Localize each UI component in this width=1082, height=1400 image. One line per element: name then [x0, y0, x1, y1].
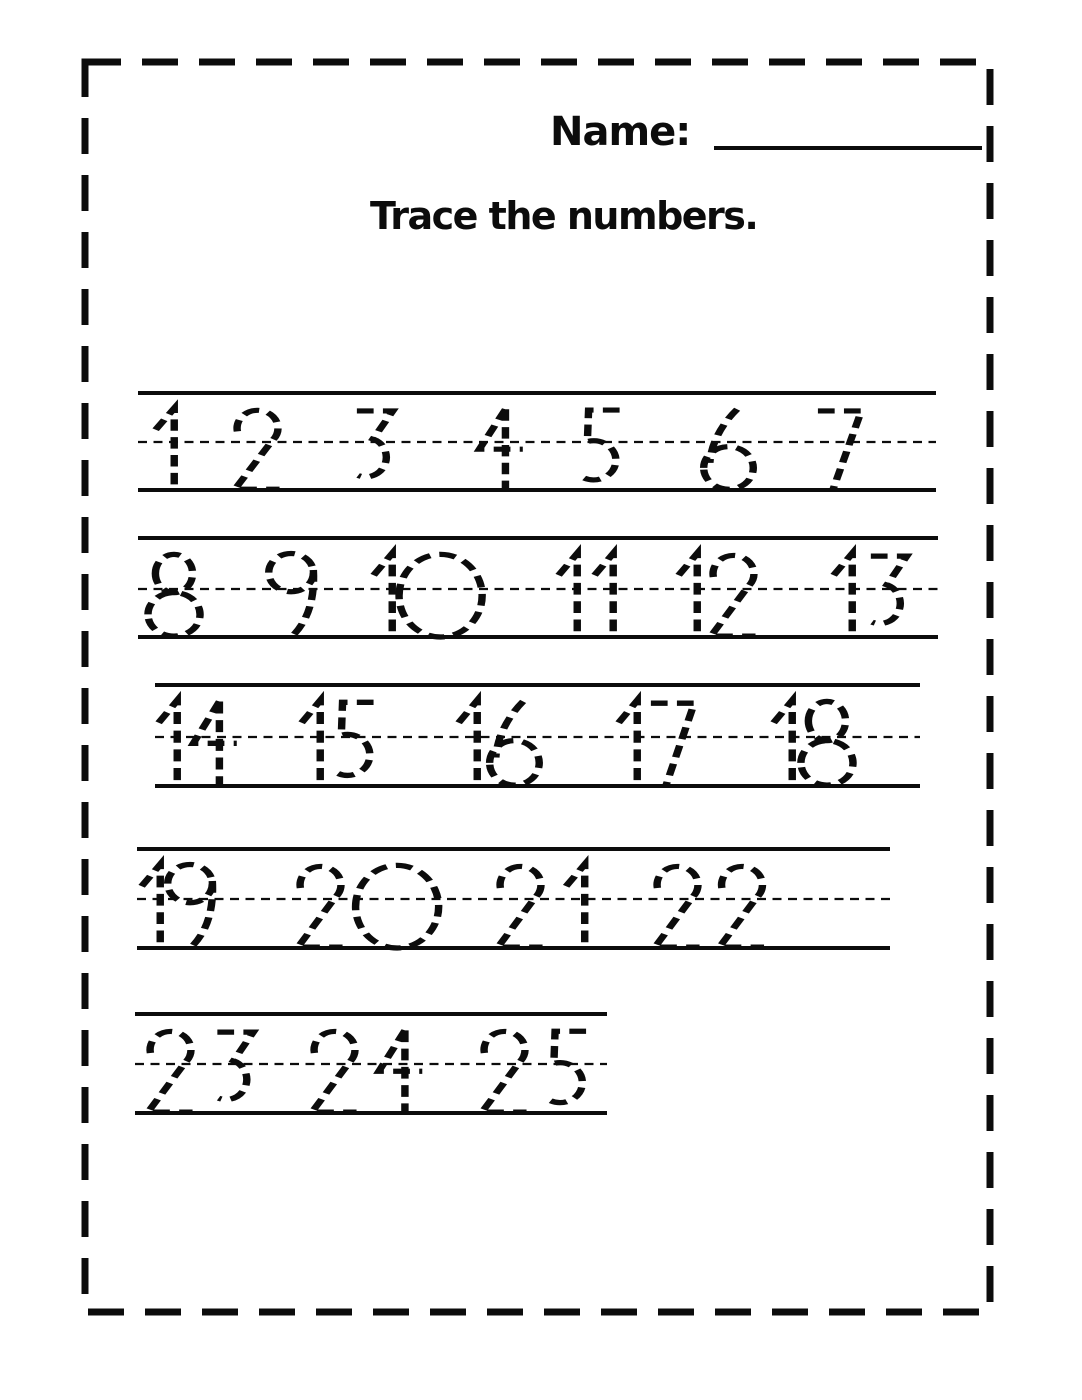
trace-row-2[interactable]: [138, 538, 938, 637]
trace-number-20[interactable]: [298, 865, 439, 948]
trace-number-22[interactable]: [655, 866, 764, 947]
trace-digit-7[interactable]: [651, 703, 694, 786]
trace-number-1[interactable]: [156, 408, 175, 490]
worksheet-title: Trace the numbers.: [370, 194, 758, 238]
trace-digit-0[interactable]: [356, 865, 439, 948]
trace-number-15[interactable]: [302, 701, 374, 786]
trace-digit-4[interactable]: [193, 701, 236, 786]
trace-digit-1[interactable]: [834, 553, 853, 637]
trace-number-23[interactable]: [148, 1031, 253, 1112]
trace-number-13[interactable]: [834, 553, 907, 637]
trace-row-4[interactable]: [137, 849, 890, 948]
trace-digit-1[interactable]: [159, 701, 178, 786]
trace-digit-9[interactable]: [269, 553, 314, 636]
trace-digit-1[interactable]: [142, 864, 161, 948]
trace-number-5[interactable]: [582, 410, 619, 480]
trace-digit-2[interactable]: [482, 1031, 527, 1112]
name-row: [550, 109, 982, 155]
trace-number-8[interactable]: [148, 554, 200, 636]
trace-digit-2[interactable]: [655, 866, 700, 947]
trace-digit-1[interactable]: [374, 553, 393, 637]
trace-digit-2[interactable]: [312, 1031, 357, 1112]
trace-digit-6[interactable]: [490, 701, 540, 785]
name-blank-line[interactable]: [714, 146, 982, 150]
trace-digit-1[interactable]: [595, 553, 614, 637]
trace-digit-4[interactable]: [479, 409, 522, 490]
trace-digit-1[interactable]: [619, 701, 638, 786]
trace-digit-7[interactable]: [818, 411, 861, 490]
trace-number-6[interactable]: [704, 409, 754, 489]
trace-digit-5[interactable]: [582, 410, 619, 480]
trace-digit-2[interactable]: [298, 866, 343, 947]
trace-number-24[interactable]: [312, 1030, 422, 1113]
trace-number-4[interactable]: [479, 409, 522, 490]
trace-digit-9[interactable]: [168, 864, 213, 947]
trace-digit-1[interactable]: [679, 553, 698, 637]
trace-row-5[interactable]: [135, 1014, 607, 1113]
trace-row-1[interactable]: [138, 393, 936, 490]
trace-number-12[interactable]: [679, 553, 756, 637]
trace-digit-3[interactable]: [217, 1032, 253, 1099]
trace-number-3[interactable]: [357, 411, 393, 477]
trace-digit-3[interactable]: [357, 411, 393, 477]
trace-number-2[interactable]: [235, 410, 280, 489]
trace-digit-1[interactable]: [459, 701, 478, 786]
trace-digit-5[interactable]: [549, 1031, 586, 1102]
trace-digit-2[interactable]: [148, 1031, 193, 1112]
trace-digit-2[interactable]: [719, 866, 764, 947]
trace-digit-1[interactable]: [566, 864, 585, 948]
trace-number-21[interactable]: [498, 864, 585, 948]
trace-digit-0[interactable]: [399, 554, 482, 637]
trace-digit-1[interactable]: [559, 553, 578, 637]
trace-digit-2[interactable]: [498, 866, 543, 947]
trace-digit-8[interactable]: [148, 554, 200, 636]
trace-number-14[interactable]: [159, 701, 237, 786]
trace-number-7[interactable]: [818, 411, 861, 490]
trace-row-3[interactable]: [155, 685, 920, 786]
trace-number-9[interactable]: [269, 553, 314, 636]
trace-number-25[interactable]: [482, 1031, 586, 1112]
trace-number-10[interactable]: [374, 553, 482, 637]
trace-number-17[interactable]: [619, 701, 695, 786]
trace-digit-8[interactable]: [801, 701, 853, 785]
trace-digit-1[interactable]: [156, 408, 175, 490]
trace-number-16[interactable]: [459, 701, 540, 786]
trace-digit-1[interactable]: [302, 701, 321, 786]
trace-rows[interactable]: [135, 393, 938, 1113]
trace-digit-5[interactable]: [336, 702, 373, 775]
trace-digit-2[interactable]: [235, 410, 280, 489]
trace-number-19[interactable]: [142, 864, 213, 948]
name-label: Name:: [550, 109, 691, 155]
trace-digit-4[interactable]: [379, 1030, 422, 1113]
trace-number-11[interactable]: [559, 553, 614, 637]
trace-digit-1[interactable]: [774, 701, 793, 786]
trace-digit-2[interactable]: [711, 555, 756, 636]
trace-number-18[interactable]: [774, 701, 853, 786]
trace-digit-6[interactable]: [704, 409, 754, 489]
